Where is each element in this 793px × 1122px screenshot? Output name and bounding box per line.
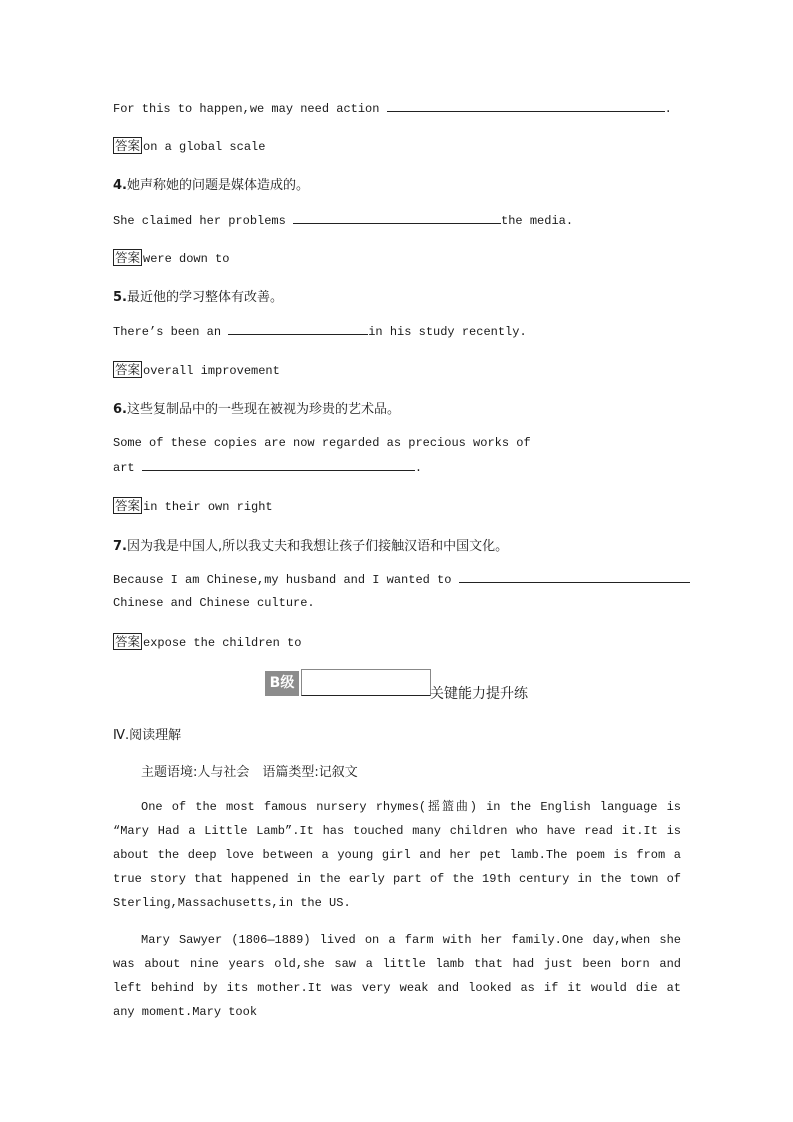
reading-paragraph: One of the most famous nursery rhymes(摇篮曲) in the English language is “Mary Had a Little Lamb”.It has touched many children who have read it.It is about the deep love between a young girl and her pet lamb.The poem is from a true story that happened in the early part of the 19th century in the town of Sterling,Massachusetts,in the US. xyxy=(113,800,681,910)
answer-line xyxy=(113,137,265,154)
sentence-prompt xyxy=(113,213,573,228)
prompt-text: art xyxy=(113,461,142,475)
question-number: 4. xyxy=(113,178,127,193)
reading-paragraph: Mary Sawyer (1806—1889) lived on a farm with her family.One day,when she was about nine years old,she saw a little lamb that had just been born and left behind by its mother.It was very weak and looked as if it would die at any moment.Mary took xyxy=(113,933,681,1019)
answer-blank[interactable] xyxy=(387,101,665,112)
answer-text: were down to xyxy=(143,252,230,266)
question-chinese: 她声称她的问题是媒体造成的。 xyxy=(126,178,309,193)
answer-label: 答案 xyxy=(115,138,141,153)
answer-line xyxy=(113,633,301,650)
answer-text: overall improvement xyxy=(143,364,280,378)
answer-line xyxy=(113,249,229,266)
sentence-prompt xyxy=(113,324,527,339)
answer-blank[interactable] xyxy=(293,213,501,224)
prompt-text: in his study recently. xyxy=(368,325,527,339)
sentence-prompt xyxy=(113,101,672,116)
sentence-prompt xyxy=(113,572,690,587)
prompt-text: Chinese and Chinese culture. xyxy=(113,596,315,610)
answer-line xyxy=(113,361,280,378)
answer-blank[interactable] xyxy=(228,324,368,335)
sentence-prompt xyxy=(113,596,315,610)
answer-label: 答案 xyxy=(115,498,141,513)
prompt-text: the media. xyxy=(501,214,574,228)
question-chinese: 这些复制品中的一些现在被视为珍贵的艺术品。 xyxy=(126,402,400,417)
answer-label: 答案 xyxy=(115,362,141,377)
question-number: 5. xyxy=(113,290,127,305)
answer-text: on a global scale xyxy=(143,140,266,154)
question-number: 6. xyxy=(113,402,127,417)
answer-text: in their own right xyxy=(143,500,273,514)
prompt-text: For this to happen,we may need action xyxy=(113,102,387,116)
prompt-text: Because I am Chinese,my husband and I wanted to xyxy=(113,573,459,587)
prompt-text: She claimed her problems xyxy=(113,214,294,228)
sentence-prompt xyxy=(113,436,531,450)
answer-label: 答案 xyxy=(115,634,141,649)
prompt-text: Some of these copies are now regarded as precious works of xyxy=(113,436,531,450)
level-title: 关键能力提升练 xyxy=(430,686,528,702)
question-heading xyxy=(113,398,400,417)
level-badge: B级 xyxy=(265,671,299,696)
level-title-box xyxy=(301,669,431,696)
question-heading xyxy=(113,535,508,554)
prompt-text: There’s been an xyxy=(113,325,229,339)
answer-label: 答案 xyxy=(115,250,141,265)
answer-text: expose the children to xyxy=(143,636,302,650)
answer-blank[interactable] xyxy=(459,572,690,583)
question-chinese: 最近他的学习整体有改善。 xyxy=(126,290,283,305)
answer-blank[interactable] xyxy=(142,460,415,471)
question-heading xyxy=(113,174,309,193)
question-heading xyxy=(113,286,283,305)
section-meta: 主题语境:人与社会 语篇类型:记叙文 xyxy=(141,765,358,780)
question-chinese: 因为我是中国人,所以我丈夫和我想让孩子们接触汉语和中国文化。 xyxy=(126,539,509,554)
prompt-text: . xyxy=(664,102,672,116)
answer-line xyxy=(113,497,273,514)
sentence-prompt xyxy=(113,460,422,475)
section-heading: Ⅳ.阅读理解 xyxy=(113,728,182,743)
prompt-text: . xyxy=(414,461,423,475)
question-number: 7. xyxy=(113,539,127,554)
